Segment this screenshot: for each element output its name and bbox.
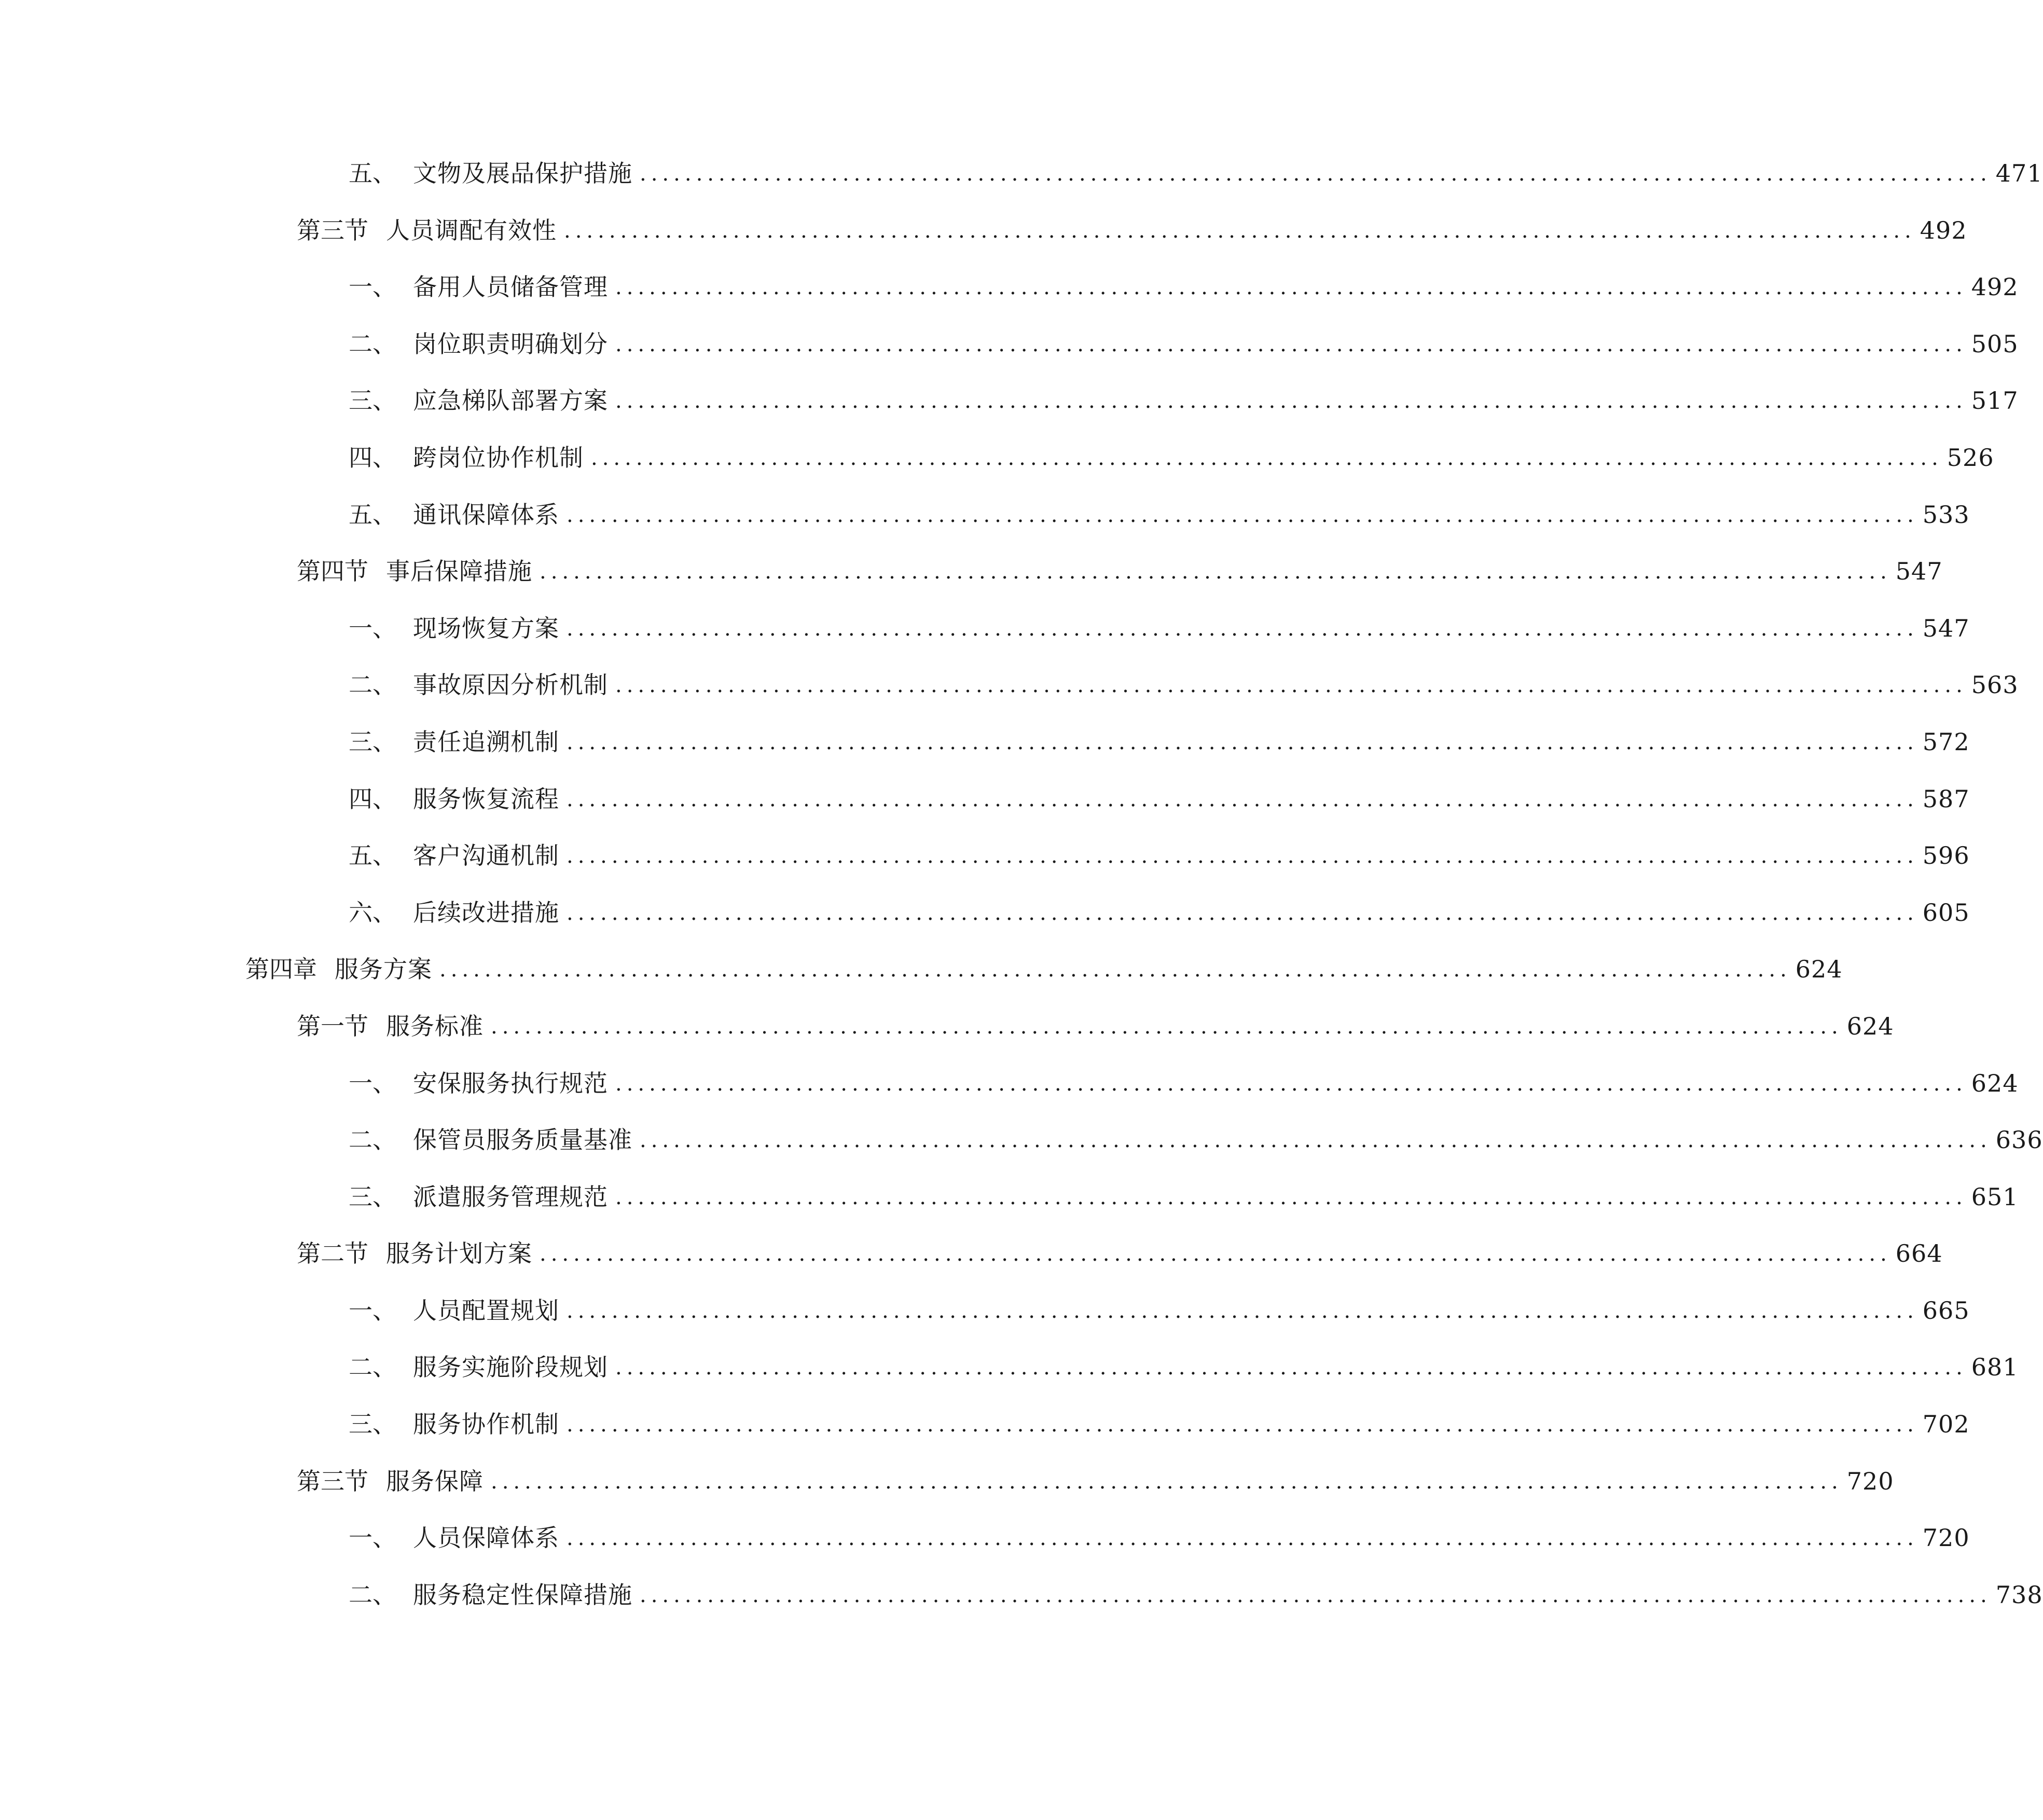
- toc-entry-section[interactable]: [0, 549, 1943, 606]
- toc-entry-item[interactable]: [0, 1289, 1970, 1346]
- toc-entry-item[interactable]: [0, 1402, 1970, 1459]
- toc-entry-number: 三、: [349, 1182, 396, 1211]
- toc-entry-number: 三、: [349, 727, 396, 756]
- toc-entry-number: 第四章: [245, 955, 317, 984]
- toc-entry-item[interactable]: [0, 436, 1994, 493]
- toc-entry-title: 现场恢复方案: [413, 614, 559, 642]
- toc-entry-item[interactable]: [0, 1175, 2019, 1232]
- toc-entry-number: 五、: [349, 500, 396, 529]
- toc-dot-leader: ........................................................................................................................: [567, 1413, 1918, 1437]
- toc-entry-item[interactable]: [0, 606, 1970, 664]
- toc-dot-leader: ........................................................................................................................: [615, 1071, 1967, 1096]
- toc-dot-leader: ........................................................................................................................: [567, 1526, 1918, 1551]
- toc-dot-leader: ........................................................................................................................: [640, 1583, 1992, 1607]
- toc-entry-line: [349, 1069, 2019, 1099]
- toc-entry-item[interactable]: [0, 1345, 2019, 1402]
- toc-entry-section[interactable]: [0, 209, 1967, 266]
- toc-entry-line: [349, 1296, 1970, 1327]
- toc-entry-number: 三、: [349, 387, 396, 415]
- toc-entry-number: 第四节: [297, 557, 368, 586]
- toc-entry-page-number: 596: [1922, 842, 1970, 870]
- toc-dot-leader: ........................................................................................................................: [567, 1299, 1918, 1323]
- toc-entry-line: [349, 670, 2019, 701]
- toc-entry-chapter[interactable]: [0, 947, 1843, 1004]
- toc-entry-page-number: 720: [1846, 1467, 1894, 1495]
- toc-entry-number: 二、: [349, 329, 396, 358]
- toc-entry-line: [349, 784, 1970, 815]
- toc-entry-number: 五、: [349, 842, 396, 870]
- toc-entry-title: 客户沟通机制: [413, 842, 559, 870]
- toc-entry-page-number: 505: [1971, 329, 2019, 358]
- toc-dot-leader: ........................................................................................................................: [439, 958, 1791, 982]
- toc-entry-page-number: 572: [1922, 727, 1970, 756]
- toc-entry-title: 应急梯队部署方案: [413, 387, 608, 415]
- toc-entry-item[interactable]: [0, 1516, 1970, 1573]
- toc-dot-leader: ........................................................................................................................: [567, 503, 1918, 527]
- toc-entry-line: [349, 1125, 2043, 1156]
- toc-entry-item[interactable]: [0, 891, 1970, 948]
- toc-entry-page-number: 665: [1922, 1296, 1970, 1325]
- toc-entry-line: [349, 614, 1970, 644]
- toc-dot-leader: ........................................................................................................................: [615, 389, 1967, 413]
- toc-entry-page-number: 624: [1846, 1012, 1894, 1040]
- toc-dot-leader: ........................................................................................................................: [567, 616, 1918, 641]
- toc-entry-number: 一、: [349, 614, 396, 642]
- toc-entry-title: 服务计划方案: [386, 1239, 532, 1268]
- toc-entry-page-number: 636: [1995, 1126, 2043, 1154]
- toc-entry-line: [349, 1410, 1970, 1440]
- toc-entry-line: [297, 1239, 1943, 1270]
- toc-entry-item[interactable]: [0, 1573, 2043, 1630]
- toc-entry-number: 四、: [349, 784, 396, 813]
- toc-entry-line: [349, 1182, 2019, 1213]
- toc-entry-page-number: 517: [1971, 387, 2019, 415]
- toc-dot-leader: ........................................................................................................................: [564, 218, 1916, 243]
- toc-dot-leader: ........................................................................................................................: [567, 844, 1918, 868]
- toc-dot-leader: ........................................................................................................................: [640, 1128, 1992, 1153]
- toc-entry-page-number: 492: [1920, 216, 1967, 244]
- toc-dot-leader: ........................................................................................................................: [540, 1242, 1892, 1266]
- toc-entry-title: 通讯保障体系: [413, 500, 559, 529]
- toc-entry-number: 第二节: [297, 1239, 368, 1268]
- toc-entry-item[interactable]: [0, 1118, 2043, 1175]
- toc-dot-leader: ........................................................................................................................: [615, 332, 1967, 356]
- toc-entry-line: [349, 500, 1970, 531]
- toc-entry-page-number: 664: [1895, 1239, 1943, 1268]
- toc-entry-title: 事后保障措施: [386, 557, 532, 586]
- toc-entry-number: 五、: [349, 159, 396, 187]
- toc-entry-page-number: 651: [1971, 1182, 2019, 1211]
- toc-entry-line: [349, 841, 1970, 872]
- toc-entry-number: 二、: [349, 671, 396, 699]
- toc-entry-title: 保管员服务质量基准: [413, 1126, 632, 1154]
- toc-entry-section[interactable]: [0, 1232, 1943, 1289]
- toc-dot-leader: ........................................................................................................................: [540, 560, 1892, 584]
- toc-entry-title: 服务稳定性保障措施: [413, 1580, 632, 1609]
- toc-entry-line: [349, 386, 2019, 417]
- toc-entry-line: [349, 898, 1970, 929]
- toc-entry-line: [349, 329, 2019, 360]
- toc-entry-page-number: 587: [1922, 784, 1970, 813]
- toc-entry-number: 第三节: [297, 216, 368, 244]
- toc-entry-page-number: 526: [1947, 443, 1994, 472]
- toc-entry-page-number: 681: [1971, 1353, 2019, 1382]
- toc-entry-page-number: 605: [1922, 898, 1970, 927]
- toc-entry-title: 服务保障: [386, 1467, 484, 1495]
- toc-entry-title: 跨岗位协作机制: [413, 443, 584, 472]
- toc-entry-number: 一、: [349, 1296, 396, 1325]
- toc-dot-leader: ........................................................................................................................: [567, 901, 1918, 925]
- toc-entry-page-number: 720: [1922, 1524, 1970, 1552]
- toc-entry-title: 服务实施阶段规划: [413, 1353, 608, 1382]
- toc-entry-page-number: 533: [1922, 500, 1970, 529]
- toc-entry-page-number: 547: [1895, 557, 1943, 586]
- toc-entry-line: [297, 1467, 1894, 1497]
- toc-entry-title: 安保服务执行规范: [413, 1069, 608, 1097]
- toc-dot-leader: ........................................................................................................................: [615, 1356, 1967, 1380]
- toc-entry-line: [349, 1580, 2043, 1611]
- toc-entry-title: 人员调配有效性: [386, 216, 557, 244]
- toc-entry-page-number: 624: [1795, 955, 1843, 984]
- toc-entry-page-number: 492: [1971, 273, 2019, 301]
- toc-entry-title: 责任追溯机制: [413, 727, 559, 756]
- toc-entry-item[interactable]: [0, 379, 2019, 436]
- toc-entry-number: 一、: [349, 1069, 396, 1097]
- toc-entry-item[interactable]: [0, 493, 1970, 550]
- toc-entry-line: [245, 955, 1843, 985]
- toc-entry-page-number: 563: [1971, 671, 2019, 699]
- toc-dot-leader: ........................................................................................................................: [640, 162, 1992, 186]
- toc-entry-page-number: 702: [1922, 1410, 1970, 1439]
- toc-entry-number: 三、: [349, 1410, 396, 1439]
- toc-entry-title: 派遣服务管理规范: [413, 1182, 608, 1211]
- toc-entry-title: 后续改进措施: [413, 898, 559, 927]
- toc-entry-title: 文物及展品保护措施: [413, 159, 632, 187]
- toc-entry-number: 二、: [349, 1580, 396, 1609]
- toc-entry-title: 服务标准: [386, 1012, 484, 1040]
- toc-entry-line: [297, 216, 1967, 246]
- toc-entry-line: [349, 443, 1994, 474]
- toc-dot-leader: ........................................................................................................................: [491, 1469, 1843, 1494]
- toc-entry-title: 岗位职责明确划分: [413, 329, 608, 358]
- toc-entry-page-number: 624: [1971, 1069, 2019, 1097]
- toc-entry-title: 事故原因分析机制: [413, 671, 608, 699]
- toc-entry-item[interactable]: [0, 322, 2019, 379]
- toc-entry-number: 一、: [349, 1524, 396, 1552]
- toc-dot-leader: ........................................................................................................................: [615, 673, 1967, 698]
- toc-dot-leader: ........................................................................................................................: [567, 787, 1918, 811]
- toc-entry-line: [349, 1353, 2019, 1383]
- toc-entry-line: [349, 1523, 1970, 1554]
- toc-entry-title: 备用人员储备管理: [413, 273, 608, 301]
- toc-entry-item[interactable]: [0, 1061, 2019, 1119]
- toc-dot-leader: ........................................................................................................................: [591, 446, 1943, 470]
- toc-entry-item[interactable]: [0, 663, 2019, 720]
- toc-dot-leader: ........................................................................................................................: [615, 1185, 1967, 1209]
- toc-entry-item[interactable]: [0, 265, 2019, 322]
- toc-entry-page-number: 738: [1995, 1580, 2043, 1609]
- toc-entry-item[interactable]: [0, 151, 2043, 209]
- toc-entry-title: 人员配置规划: [413, 1296, 559, 1325]
- toc-entry-page-number: 471: [1995, 159, 2043, 187]
- toc-entry-number: 一、: [349, 273, 396, 301]
- toc-entry-line: [349, 272, 2019, 303]
- toc-entry-number: 二、: [349, 1126, 396, 1154]
- toc-entry-page-number: 547: [1922, 614, 1970, 642]
- toc-entry-item[interactable]: [0, 834, 1970, 891]
- toc-entry-number: 六、: [349, 898, 396, 927]
- toc-entry-line: [349, 727, 1970, 758]
- toc-entry-line: [297, 557, 1943, 587]
- toc-entry-number: 二、: [349, 1353, 396, 1382]
- toc-entry-title: 服务方案: [335, 955, 432, 984]
- toc-entry-title: 服务协作机制: [413, 1410, 559, 1439]
- toc-entry-item[interactable]: [0, 720, 1970, 777]
- toc-entry-number: 第一节: [297, 1012, 368, 1040]
- table-of-contents: [0, 151, 2043, 1630]
- toc-entry-title: 服务恢复流程: [413, 784, 559, 813]
- toc-dot-leader: ........................................................................................................................: [491, 1014, 1843, 1039]
- toc-entry-number: 四、: [349, 443, 396, 472]
- toc-entry-number: 第三节: [297, 1467, 368, 1495]
- toc-entry-section[interactable]: [0, 1004, 1894, 1061]
- toc-dot-leader: ........................................................................................................................: [567, 730, 1918, 754]
- toc-entry-line: [297, 1012, 1894, 1042]
- toc-dot-leader: ........................................................................................................................: [615, 275, 1967, 300]
- toc-entry-item[interactable]: [0, 777, 1970, 834]
- toc-entry-section[interactable]: [0, 1459, 1894, 1516]
- toc-entry-line: [349, 159, 2043, 189]
- toc-entry-title: 人员保障体系: [413, 1524, 559, 1552]
